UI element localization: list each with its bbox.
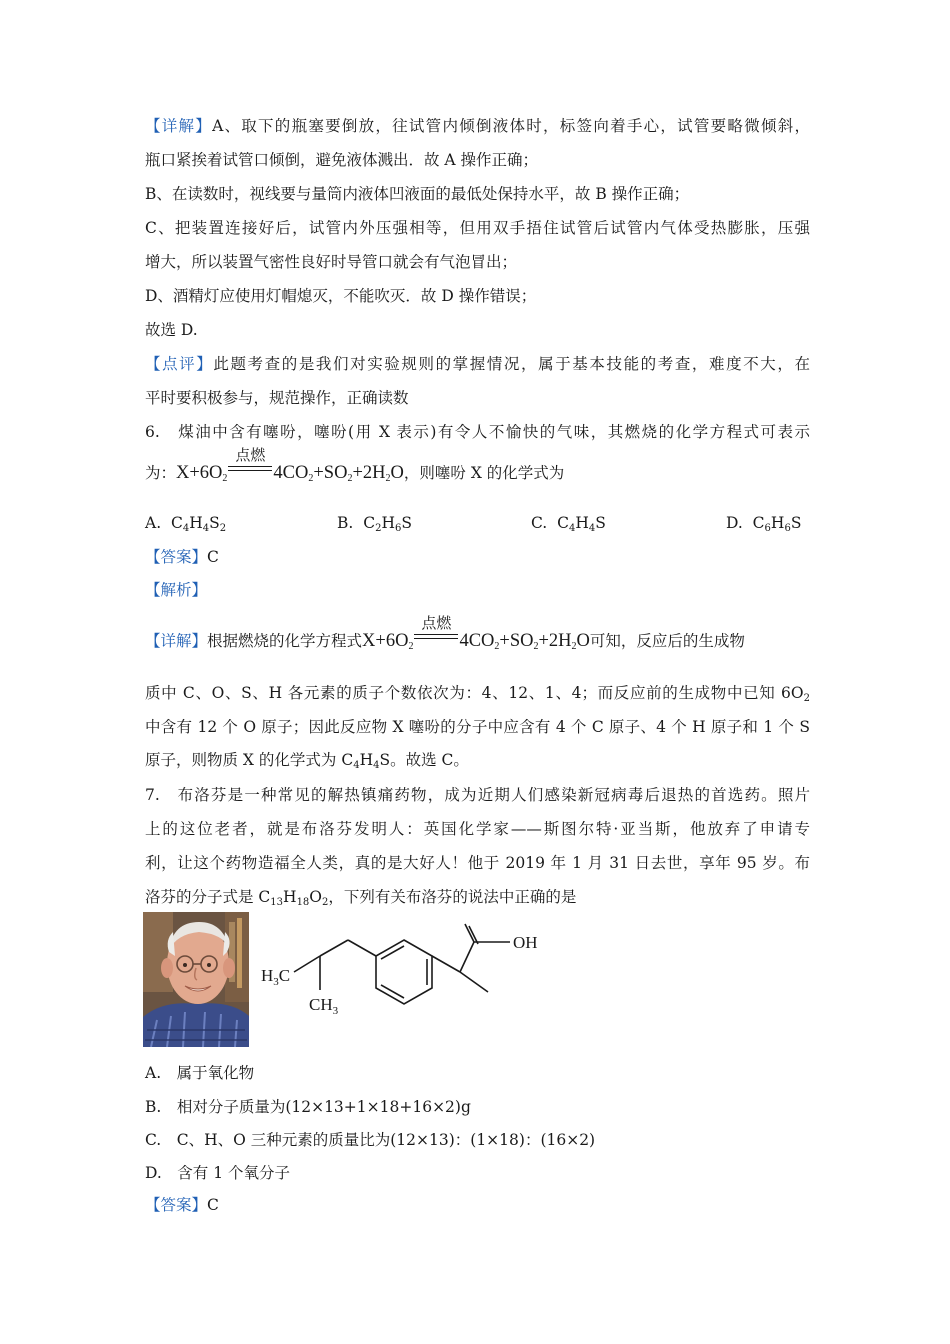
q6-detail-line1: 【详解】根据燃烧的化学方程式$X+6O_2$ 点燃 $4CO_2+SO_2+2H_2O$可知，反应后的生成物 bbox=[145, 614, 745, 652]
reaction-condition: 点燃 bbox=[421, 614, 452, 632]
q6-analysis bbox=[145, 579, 810, 601]
answer-tag: 【答案】 bbox=[145, 548, 208, 566]
q6-detail-line4: 原子，则物质 X 的化学式为 $C_4H_4S$。故选 C。 bbox=[145, 751, 469, 771]
q5-detail-a-line1: 【详解】A、取下的瓶塞要倒放，往试管内倾倒液体时，标签向着手心，试管要略微倾斜， bbox=[145, 117, 810, 135]
detail-tag: 【详解】 bbox=[145, 632, 208, 650]
q6-stem-line2: 为：$X+6O_2$ 点燃 $4CO_2+SO_2+2H_2O$，则噻吩 X 的化学式为 bbox=[145, 446, 565, 484]
answer-tag: 【答案】 bbox=[145, 1196, 208, 1214]
q7-stem-line2: 上的这位老者，就是布洛芬发明人：英国化学家——斯图尔特·亚当斯，他放弃了申请专 bbox=[145, 820, 810, 838]
q5-detail-c-line2: 增大，所以装置气密性良好时导管口就会有气泡冒出； bbox=[145, 253, 518, 271]
q5-comment-line1: 【点评】此题考查的是我们对实验规则的掌握情况，属于基本技能的考查，难度不大，在 bbox=[145, 355, 810, 373]
q5-detail-b: B、在读数时，视线要与量筒内液体凹液面的最低处保持水平，故 B 操作正确； bbox=[145, 185, 690, 203]
inventor-portrait-photo bbox=[143, 912, 249, 1047]
q6-detail-line2: 质中 C、O、S、H 各元素的质子个数依次为：4、12、1、4；而反应前的生成物中已知 $6O_2$ bbox=[145, 684, 810, 704]
reaction-arrow bbox=[228, 446, 272, 476]
q7-stem-line1: 7. 布洛芬是一种常见的解热镇痛药物，成为近期人们感染新冠病毒后退热的首选药。照片 bbox=[145, 786, 810, 804]
combustion-equation: $X+6O_2$ 点燃 $4CO_2+SO_2+2H_2O$ bbox=[176, 446, 404, 484]
q6-stem-line1: 6. 煤油中含有噻吩，噻吩(用 X 表示)有令人不愉快的气味，其燃烧的化学方程式可表示 bbox=[145, 423, 810, 441]
q7-stem-line4: 洛芬的分子式是 $C_{13}H_{18}O_2$，下列有关布洛芬的说法中正确的是 bbox=[145, 888, 577, 908]
q7-option-b: B. 相对分子质量为(12×13+1×18+16×2)g bbox=[145, 1098, 471, 1116]
q7-option-a: A. 属于氧化物 bbox=[145, 1064, 255, 1082]
q5-detail-c-line1: C、把装置连接好后，试管内外压强相等，但用双手捂住试管后试管内气体受热膨胀，压强 bbox=[145, 219, 810, 237]
q6-detail-line3: 中含有 12 个 O 原子；因此反应物 X 噻吩的分子中应含有 4 个 C 原子、4 个 H 原子和 1 个 S bbox=[145, 718, 810, 736]
q5-detail-a-line2: 瓶口紧挨着试管口倾倒，避免液体溅出．故 A 操作正确； bbox=[145, 151, 539, 169]
q5-choice: 故选 D. bbox=[145, 321, 198, 339]
q6-option-b: B. $C_2H_6S$ bbox=[337, 514, 412, 534]
ch3-label: $CH_3$ bbox=[309, 995, 339, 1017]
q6-option-d: D. $C_6H_6S$ bbox=[726, 514, 802, 534]
q5-comment-line2: 平时要积极参与，规范操作，正确读数 bbox=[145, 389, 409, 407]
q6-option-c: C. $C_4H_4S$ bbox=[531, 514, 606, 534]
q7-option-c: C. C、H、O 三种元素的质量比为(12×13)：(1×18)：(16×2) bbox=[145, 1131, 596, 1149]
comment-tag: 【点评】 bbox=[145, 355, 214, 373]
q7-option-d: D. 含有 1 个氧分子 bbox=[145, 1164, 291, 1182]
q6-option-a: A. $C_4H_4S_2$ bbox=[145, 514, 227, 534]
detail-tag: 【详解】 bbox=[145, 117, 213, 135]
ibuprofen-structure-diagram bbox=[255, 920, 555, 1050]
q6-answer: 【答案】C bbox=[145, 548, 219, 566]
reaction-condition: 点燃 bbox=[235, 446, 266, 464]
q7-answer: 【答案】C bbox=[145, 1196, 219, 1214]
oh-label: OH bbox=[513, 933, 538, 952]
combustion-equation-repeat: $X+6O_2$ 点燃 $4CO_2+SO_2+2H_2O$ bbox=[362, 614, 590, 652]
benzene-ring bbox=[376, 940, 432, 1004]
q5-detail-d: D、酒精灯应使用灯帽熄灭，不能吹灭．故 D 操作错误； bbox=[145, 287, 537, 305]
q7-stem-line3: 利，让这个药物造福全人类，真的是大好人！他于 2019 年 1 月 31 日去世，享年 95 岁。布 bbox=[145, 854, 810, 872]
h3c-label: $H_3C$ bbox=[261, 966, 291, 988]
reaction-arrow bbox=[414, 614, 458, 644]
analysis-tag: 【解析】 bbox=[145, 581, 208, 599]
